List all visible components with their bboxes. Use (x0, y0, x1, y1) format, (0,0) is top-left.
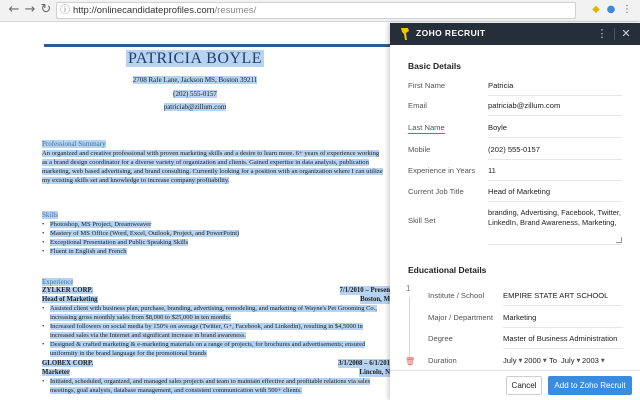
institute-field[interactable]: EMPIRE STATE ART SCHOOL (503, 291, 609, 300)
field-underline (488, 137, 622, 138)
chevron-down-icon: ▼ (542, 358, 547, 364)
header-divider (614, 28, 615, 40)
list-item: • Initiated, scheduled, organized, and managed sales projects and team to maintain effective and profitable relations via sales meetings, goal analysis, database management, and consistent communication with 500+ clients. (42, 377, 390, 395)
field-underline (488, 244, 622, 245)
zoho-logo-icon (399, 27, 411, 41)
info-icon[interactable]: ⓘ (60, 5, 70, 16)
education-index: 1 (406, 284, 411, 293)
mobile-field[interactable]: (202) 555-0157 (488, 145, 540, 154)
address-bar[interactable] (56, 2, 576, 19)
field-underline (503, 305, 623, 306)
resume-phone: (202) 555-0157 (173, 90, 217, 98)
list-item: • Photoshop, MS Project, Dreamweaver (42, 220, 390, 229)
back-arrow-icon[interactable]: ← (8, 2, 20, 17)
degree-label: Degree (428, 334, 453, 343)
field-underline (488, 159, 622, 160)
education-rail (409, 297, 410, 357)
profile-icon[interactable]: ● (606, 4, 616, 15)
experience-title: Experience (42, 278, 74, 286)
zoho-recruit-panel (390, 23, 640, 400)
forward-arrow-icon[interactable]: → (24, 2, 36, 17)
reload-icon[interactable]: ↻ (40, 2, 52, 17)
to-year-select[interactable]: 2003 ▼ (582, 356, 605, 365)
resume-address: 2708 Rafe Lane, Jackson MS, Boston 39211 (132, 76, 258, 84)
skill-set-textarea[interactable]: branding, Advertising, Facebook, Twitter, LinkedIn, Brand Awareness, Marketing, (488, 208, 621, 227)
list-item: • Exceptional Presentation and Public Speaking Skills (42, 238, 390, 247)
add-to-zoho-recruit-button[interactable]: Add to Zoho Recruit (548, 376, 632, 395)
job-bullets (42, 377, 390, 395)
from-year-select[interactable]: 2000 ▼ (524, 356, 547, 365)
zoho-extension-icon[interactable]: ◆ (592, 4, 600, 15)
resume-name: PATRICIA BOYLE (128, 50, 262, 67)
cancel-button[interactable]: Cancel (506, 376, 542, 395)
more-options-icon[interactable]: ⋮ (596, 27, 608, 40)
url-text[interactable]: http://onlinecandidateprofiles.com/resumes/ (73, 5, 257, 16)
chevron-down-icon: ▼ (576, 358, 581, 364)
list-item: • Mastery of MS Office (Word, Excel, Outlook, Project, and PowerPoint) (42, 229, 390, 238)
skills-list (42, 220, 390, 256)
first-name-label: First Name (408, 81, 446, 90)
skill-set-label: Skill Set (408, 216, 436, 225)
field-underline (488, 201, 622, 202)
job-bullets (42, 304, 390, 358)
last-name-field[interactable]: Boyle (488, 123, 507, 132)
email-label: Email (408, 101, 427, 110)
browser-toolbar (0, 0, 640, 22)
field-underline (488, 180, 622, 181)
panel-header (390, 23, 640, 45)
mobile-label: Mobile (408, 145, 431, 154)
field-underline (488, 115, 622, 116)
list-item: • Increased followers on social media by 150% on average (Twitter, G+, Facebook, and Linkedin), resulting in $4,5000 in increased sales via the Internet and significant increase in brand awareness. (42, 322, 390, 340)
close-icon[interactable]: ✕ (621, 27, 631, 40)
panel-title: ZOHO RECRUIT (416, 28, 486, 38)
resume-email: patriciab@zillum.com (163, 103, 227, 111)
job-title-label: Current Job Title (408, 187, 464, 196)
resize-handle-icon[interactable] (616, 237, 622, 243)
list-item: • Designed & crafted marketing & e-marketing materials on a range of projects, for brochures and advertisements; ensured uniformity in the brand language for the promotional brands (42, 340, 390, 358)
skills-title: Skills (42, 211, 58, 219)
from-month-select[interactable]: July ▼ (503, 356, 523, 365)
job-title-row: Head of Marketing Boston, M (42, 296, 390, 303)
panel-footer (390, 370, 640, 400)
list-item: • Assisted client with business plan, purchase, branding, advertising, remodeling, and marketing of Wayne's Pet Grooming Co., increasing gross monthly sales from $8,000 to $25,000 in ten months. (42, 304, 390, 322)
summary-text: An organized and creative professional with proven marketing skills and a desire to learn more. 6+ years of experience working as a brand design coordinator for a diverse variety of organization and clients. Gained expertise in data analysis, publication marketing, web based advertising, and brand consulting. Currently looking for a position with an organization where I can utilize my existing skills set and knowledge to increase company profitability. (42, 150, 383, 184)
duration-label: Duration (428, 356, 457, 365)
job-title-row: Marketer Lincoln, N (42, 369, 390, 376)
resume-page (0, 23, 390, 400)
chevron-down-icon: ▼ (600, 358, 605, 364)
trash-icon[interactable]: 🗑 (405, 357, 416, 366)
last-name-label: Last Name (408, 123, 445, 132)
experience-field[interactable]: 11 (488, 166, 496, 175)
email-field[interactable]: patriciab@zillum.com (488, 101, 561, 110)
field-underline (503, 348, 623, 349)
experience-label: Experience in Years (408, 166, 476, 175)
to-label: To (549, 356, 558, 365)
first-name-field[interactable]: Patricia (488, 81, 514, 90)
basic-details-heading: Basic Details (408, 61, 461, 71)
major-field[interactable]: Marketing (503, 313, 537, 322)
institute-label: Institute / School (428, 291, 485, 300)
job-company-row: ZYLKER CORP. 7/1/2010 – Presen (42, 287, 390, 294)
chevron-down-icon: ▼ (518, 358, 523, 364)
educational-details-heading: Educational Details (408, 265, 487, 275)
menu-icon[interactable]: ⋮ (622, 4, 632, 15)
list-item: • Fluent in English and French (42, 247, 390, 256)
field-underline (503, 327, 623, 328)
job-company-row: GLOBEX CORP. 3/1/2008 – 6/1/201 (42, 360, 390, 367)
job-title-field[interactable]: Head of Marketing (488, 187, 551, 196)
panel-body (390, 45, 640, 370)
degree-field[interactable]: Master of Business Administration (503, 334, 618, 343)
major-label: Major / Department (428, 313, 493, 322)
field-underline (488, 95, 622, 96)
to-month-select[interactable]: July ▼ (561, 356, 581, 365)
header-rule (44, 44, 390, 47)
summary-title: Professional Summary (42, 140, 106, 148)
